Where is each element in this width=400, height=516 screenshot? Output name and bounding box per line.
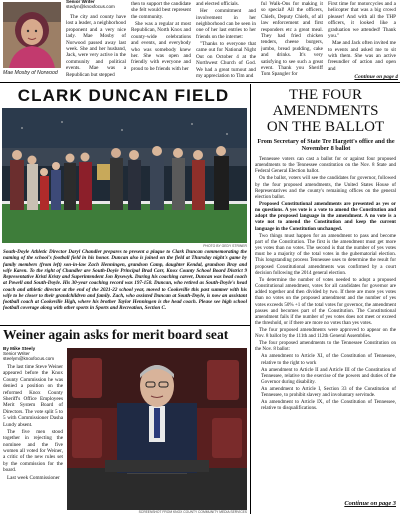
top-col-4 xyxy=(261,1,323,80)
weiner-byline xyxy=(3,346,54,362)
paragraph: then to support the candidate she felt would best represent the community. xyxy=(131,1,191,20)
paragraph: An amendment to Article IX, of the Constitution of Tennessee, relative to disqualifications. xyxy=(261,399,396,412)
top-col-2 xyxy=(131,1,191,80)
paragraph: Last week Commissioner xyxy=(7,474,60,481)
byline-role: Senior Writer xyxy=(3,351,30,357)
paragraph: An amendment to Article XI, of the Constitution of Tennessee, relative to the right to work xyxy=(261,353,396,366)
paragraph: Proposed Constitutional amendments are presented as yes or no questions. A yes vote is a vote to amend the Constitution and adopt the proposed language in the amendment. A no vote is a vote not to amend the Constitution and keep the current language in the Constitution unchanged. xyxy=(255,200,396,232)
paragraph: To determine the number of votes needed to adopt a proposed Constitutional amendment, votes for all candidates for governor are added together and then divided by two. If there are more yes votes than no votes on the proposed amendment and the number of yes votes exceeds 50% +1 of the total votes for governor, the amendment passes and becomes part of the Constitution. The Constitutional amendment fails if the number of yes votes does not meet or exceed the threshold, or if there are more no votes than yes votes. xyxy=(255,276,396,327)
paragraph: The city and county have lost a leader, a neighborhood proponent and a very nice lady. Mae Mosby of Norwood passed away last week. She and her husband, Jack, were very active in the community and political events. Mae was a Republican but stepped xyxy=(66,14,126,78)
paragraph: An amendment to Article II and Article III of the Constitution of Tennessee, relative to the exercise of the powers and duties of the Governor during disability. xyxy=(261,366,396,385)
photo-credit-field: PHOTO BY GEDY STRINER xyxy=(203,244,247,248)
amendments-headline xyxy=(253,87,398,135)
top-col-5 xyxy=(328,1,396,75)
amendments-continued[interactable]: Continue on page 3 xyxy=(344,500,396,507)
paragraph: The four proposed amendments were approved to appear on the Nov. 8 ballot by the 111th and 112th General Assemblies. xyxy=(255,327,396,340)
top-col-3 xyxy=(196,1,256,80)
clark-duncan-headline: CLARK DUNCAN FIELD xyxy=(17,86,230,105)
paragraph: The four proposed amendments to the Tennessee Constitution on the Nov. 8 ballot: xyxy=(255,340,396,353)
top-col-1 xyxy=(66,14,126,80)
paragraph: "Thanks to everyone that came out for National Night Out on October 4 at the Northwest Church of God. We had a great turnout and my appreciation to Tim and xyxy=(196,41,256,80)
paragraph: An amendment to Article I, Section 33 of the Constitution of Tennessee, to prohibit slavery and involuntary servitude. xyxy=(261,385,396,399)
paragraph: Tennessee voters can cast a ballot for or against four proposed amendments to the Tennessee constitution on the Nov. 8 State and Federal General Election ballot. xyxy=(255,156,396,175)
paragraph: On the ballot, voters will see the candidates for governor, followed by the four proposed amendments, the United States House of Representatives and the county's remaining offices on the general election ballot. xyxy=(255,175,396,200)
paragraph: Her commitment and involvement in her neighborhood can be seen in one of her last entries to her friends on the internet: xyxy=(196,8,256,40)
paragraph: First time for motorcycles and a helicopter that was a big crowd pleaser! And with all the THP officers, it looked like a graduation we attended! Thank you." xyxy=(328,1,396,40)
paragraph: She was a regular at most Republican, North Knox and county-wide celebrations and events, and everybody who was somebody knew her. She was open and friendly with everyone and proud to be friends with her xyxy=(131,21,191,72)
byline-name: By Mike Steely xyxy=(3,346,36,351)
weiner-body xyxy=(3,364,63,514)
portrait-caption: Mae Mosby of Norwood xyxy=(3,70,58,76)
amendments-body xyxy=(255,156,396,494)
top-continued[interactable]: Continue on page 4 xyxy=(354,74,398,80)
field-photo-caption: South-Doyle Athletic Director Daryl Chandler prepares to present a plaque to Clark Duncan commemorating the naming of the school's football field in his honor. Duncan also is joined on the field at Thursday night's game by family members (from left) son-in-law Zach Henningen, grandson Camp, daughter Kendal, grandson Bray and wife Karen. To the right of Chandler are South-Doyle Principal Brad Carr, Knox County School Board District 9 Representative Kristi Kristy and Superintendent Jon Rysewyk. During his coaching career, Duncan was head coach at Powell and South-Doyle. His 30-year coaching record was 197-150. Duncan, who retired as South-Doyle's head coach and athletic director at the end of the 2021-22 school year, moved to Cookeville this past summer with his wife to be closer to their grandchildren and family. Zach, who assisted Duncan at South-Doyle, is now an assistant football coach at Cookeville High, where his brother Taylor Henningen is the head coach. Please see high school football coverage along with other sports in Sports and Recreation, Section C. xyxy=(3,249,247,312)
headline-line-1: THE FOUR xyxy=(289,87,362,103)
paragraph: Two things must happen for an amendment to pass and become part of the Constitution. The first is the amendment must get more yes votes than no votes. The second is that the number of yes votes must be a majority of the total votes in the gubernatorial election. This longstanding process Tennessee uses to determine the result for proposed Constitutional amendments was confirmed by a court decision following the 2014 general election. xyxy=(255,232,396,276)
weiner-headline: Weiner again asks for merit board seat xyxy=(3,327,229,342)
headline-line-2: AMENDMENTS xyxy=(272,103,379,119)
paragraph: The last time Steve Weiner appeared before the Knox County Commission he was denied a position on the reformed Knox County Sheriff's Office Employees Merit System Board of Directors. The vote split 5 to 5 with Commissioner Dasha Lundy absent. xyxy=(3,364,63,428)
paragraph: The five men stood together in rejecting the nominee and the five women all voted for Weiner, a critic of the new rules set by the commission for the board. xyxy=(3,428,63,474)
top-byline xyxy=(66,0,115,9)
weiner-commission-photo xyxy=(67,348,247,510)
paragraph: Mae and Jack often invited me to events and asked me to sit with them. She was an active freeundler of action and open and xyxy=(328,40,396,72)
byline-role: Senior Writer xyxy=(66,0,95,4)
mae-mosby-portrait xyxy=(3,2,61,68)
photo-credit-weiner: SCREENSHOT FROM KNOX COUNTY COMMUNITY MEDIA SERVICES xyxy=(138,510,247,514)
headline-line-3: ON THE BALLOT xyxy=(266,119,385,135)
paragraph: and elected officials. xyxy=(196,1,239,7)
byline-email: stedyn@knoxfocus.com xyxy=(66,4,115,9)
amendments-subhead: From Secretary of State Tre Hargett's office and the November 8 ballot xyxy=(257,138,395,153)
divider xyxy=(0,325,250,326)
column-divider xyxy=(250,84,251,514)
paragraph: ful Walk-Ons for making it so special! All the officers, Chiefs, Deputy Chiefs, of all law enforcement and first responders etc a great meal. They had fried chicken tenders, cheese burgers, jumbo, bread pudding, cake and drinks. It's very satisfying to see such a great event. Thank you Sheriff Tom Spangler for xyxy=(261,1,323,78)
field-ceremony-photo xyxy=(2,108,247,243)
divider xyxy=(0,82,400,83)
byline-email: steelym@knoxfocus.com xyxy=(3,356,55,362)
